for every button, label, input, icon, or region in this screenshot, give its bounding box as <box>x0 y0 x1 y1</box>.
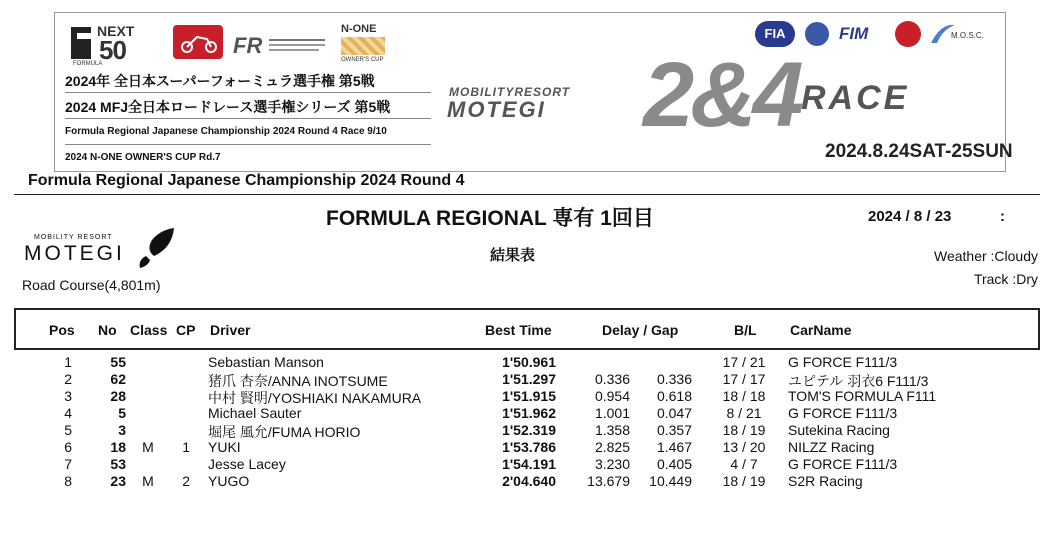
cell-driver: 猪爪 杏奈/ANNA INOTSUME <box>208 373 388 389</box>
table-row <box>14 405 1040 422</box>
motegi-logo-small: MOBILITY RESORT <box>34 234 113 241</box>
cell-bl: 8 / 21 <box>726 405 762 421</box>
cell-car-name: NILZZ Racing <box>788 439 875 455</box>
cell-no: 23 <box>110 473 126 489</box>
cell-cp: 2 <box>182 473 190 489</box>
header-pos: Pos <box>49 322 75 338</box>
cell-bl: 17 / 17 <box>722 371 766 387</box>
mosc-label: M.O.S.C. <box>951 31 984 40</box>
cell-delay: 3.230 <box>594 456 630 472</box>
cell-no: 5 <box>118 405 126 421</box>
header-class: Class <box>130 322 168 338</box>
cell-pos: 5 <box>64 422 72 438</box>
mfj-road-logo <box>171 21 227 65</box>
cell-best-time: 2'04.640 <box>502 473 556 489</box>
cell-pos: 7 <box>64 456 72 472</box>
cell-class: M <box>142 473 154 489</box>
series-title-mfj: 2024 MFJ全日本ロードレース選手権シリーズ 第5戦 <box>65 99 391 115</box>
cell-driver: Sebastian Manson <box>208 354 324 370</box>
cell-delay: 1.358 <box>594 422 630 438</box>
fnext-number: 50 <box>99 35 126 65</box>
n-one-owners-cup-logo <box>339 21 389 65</box>
cell-gap: 0.405 <box>656 456 692 472</box>
cell-best-time: 1'53.786 <box>502 439 556 455</box>
cell-gap: 1.467 <box>656 439 692 455</box>
motorcycle-icon <box>179 31 219 53</box>
cell-no: 62 <box>110 371 126 387</box>
cell-bl: 18 / 19 <box>722 473 766 489</box>
header-delay-gap: Delay / Gap <box>602 322 679 338</box>
event-date: 2024.8.24SAT-25SUN <box>825 141 1013 162</box>
weather-info: Weather :Cloudy <box>933 248 1038 264</box>
table-row <box>14 473 1040 490</box>
cell-bl: 4 / 7 <box>730 456 758 472</box>
cell-delay: 13.679 <box>587 473 630 489</box>
cell-pos: 2 <box>64 371 72 387</box>
series-title-none: 2024 N-ONE OWNER'S CUP Rd.7 <box>65 152 221 163</box>
cell-driver: 中村 賢明/YOSHIAKI NAKAMURA <box>208 390 422 406</box>
table-row <box>14 371 1040 388</box>
session-title: FORMULA REGIONAL 専有 1回目 <box>326 207 654 230</box>
formula-regional-logo <box>233 21 329 65</box>
cell-driver: YUGO <box>208 473 250 489</box>
mosc-logo <box>929 21 989 47</box>
divider <box>65 118 431 119</box>
table-row <box>14 354 1040 371</box>
fia-logo: FIA <box>755 21 795 47</box>
track-info: Track :Dry <box>973 271 1038 287</box>
championship-title: Formula Regional Japanese Championship 2024 Round 4 <box>28 172 465 189</box>
cell-car-name: G FORCE F111/3 <box>788 405 898 421</box>
cell-cp: 1 <box>182 439 190 455</box>
cell-car-name: G FORCE F111/3 <box>788 456 898 472</box>
cell-delay: 0.336 <box>594 371 630 387</box>
series-title-super-formula: 2024年 全日本スーパーフォーミュラ選手権 第5戦 <box>65 73 375 89</box>
cell-no: 3 <box>118 422 126 438</box>
none-label: N-ONE <box>341 23 377 35</box>
cell-pos: 4 <box>64 405 72 421</box>
event-logo-2and4: 2&4 <box>643 44 800 146</box>
cell-pos: 8 <box>64 473 72 489</box>
cell-no: 53 <box>110 456 126 472</box>
header-no: No <box>98 322 117 338</box>
fim-logo: FIM <box>839 24 869 43</box>
cell-driver: YUKI <box>208 439 241 455</box>
motegi-leaf-icon <box>132 226 178 272</box>
table-row <box>14 388 1040 405</box>
cell-best-time: 1'50.961 <box>502 354 556 370</box>
event-banner <box>54 12 1013 172</box>
divider <box>14 194 1040 195</box>
cell-gap: 0.618 <box>656 388 692 404</box>
cell-no: 18 <box>110 439 126 455</box>
cell-best-time: 1'54.191 <box>502 456 556 472</box>
mfj-logo <box>895 21 921 47</box>
series-title-fr: Formula Regional Japanese Championship 2024 Round 4 Race 9/10 <box>65 126 387 137</box>
divider <box>65 144 431 145</box>
motegi-logo <box>22 226 182 274</box>
cell-bl: 18 / 18 <box>722 388 766 404</box>
cell-delay: 1.001 <box>594 405 630 421</box>
cell-delay: 0.954 <box>594 388 630 404</box>
cell-no: 28 <box>110 388 126 404</box>
session-time: : <box>1000 208 1005 225</box>
cell-best-time: 1'52.319 <box>502 422 556 438</box>
event-logo-race: RACE <box>801 79 910 117</box>
cell-bl: 18 / 19 <box>722 422 766 438</box>
header-bl: B/L <box>734 322 757 338</box>
header-car-name: CarName <box>790 322 852 338</box>
cell-driver: 堀尾 風允/FUMA HORIO <box>208 424 361 440</box>
header-cp: CP <box>176 322 196 338</box>
table-row <box>14 439 1040 456</box>
cell-car-name: S2R Racing <box>788 473 863 489</box>
cell-best-time: 1'51.297 <box>502 371 556 387</box>
fnext-sub: FORMULA <box>73 61 103 67</box>
header-driver: Driver <box>210 322 251 338</box>
cell-driver: Jesse Lacey <box>208 456 286 472</box>
fr-logo-text: FR <box>233 33 263 58</box>
cell-pos: 3 <box>64 388 72 404</box>
result-sheet-label: 結果表 <box>490 247 536 264</box>
cell-gap: 0.047 <box>656 405 692 421</box>
jaf-logo <box>805 22 829 46</box>
venue-logo-line1: MOBILITYRESORT <box>449 85 571 99</box>
cell-car-name: TOM'S FORMULA F111 <box>788 388 937 404</box>
table-row <box>14 422 1040 439</box>
results-table-header <box>14 308 1040 350</box>
cell-best-time: 1'51.962 <box>502 405 556 421</box>
super-formula-next50-logo <box>71 21 159 65</box>
none-sub: OWNER'S CUP <box>341 57 384 63</box>
cell-bl: 13 / 20 <box>722 439 766 455</box>
cell-no: 55 <box>110 354 126 370</box>
cell-pos: 1 <box>64 354 72 370</box>
session-date: 2024 / 8 / 23 <box>868 208 952 225</box>
cell-best-time: 1'51.915 <box>502 388 556 404</box>
header-best-time: Best Time <box>485 322 552 338</box>
venue-logo-line2: MOTEGI <box>447 97 546 122</box>
motegi-logo-large: MOTEGI <box>24 242 125 265</box>
cell-class: M <box>142 439 154 455</box>
cell-car-name: G FORCE F111/3 <box>788 354 898 370</box>
cell-gap: 10.449 <box>649 473 692 489</box>
cell-gap: 0.336 <box>656 371 692 387</box>
cell-driver: Michael Sauter <box>208 405 302 421</box>
cell-gap: 0.357 <box>656 422 692 438</box>
course-info: Road Course(4,801m) <box>22 277 161 293</box>
cell-delay: 2.825 <box>594 439 630 455</box>
cell-car-name: ユピテル 羽衣6 F111/3 <box>788 373 929 389</box>
table-row <box>14 456 1040 473</box>
fnext-label: NEXT <box>97 23 135 39</box>
cell-car-name: Sutekina Racing <box>788 422 890 438</box>
cell-pos: 6 <box>64 439 72 455</box>
divider <box>65 92 431 93</box>
cell-bl: 17 / 21 <box>722 354 766 370</box>
